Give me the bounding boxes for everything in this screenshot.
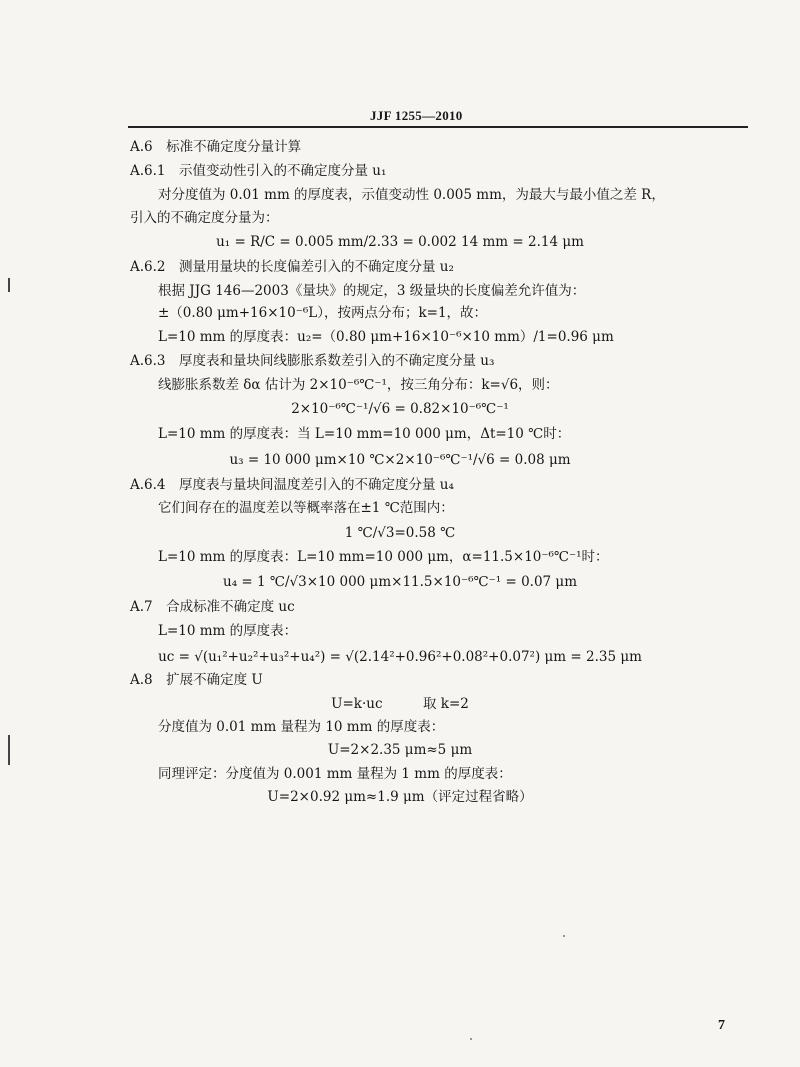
document-code: JJF 1255—2010 bbox=[370, 108, 463, 123]
a63-equation-2: u₃ = 10 000 μm×10 ℃×2×10⁻⁶℃⁻¹/√6 = 0.08 μm bbox=[229, 452, 571, 468]
scan-speck bbox=[470, 1038, 472, 1040]
a64-paragraph-2: L=10 mm 的厚度表：L=10 mm=10 000 μm，α=11.5×10⁻⁶℃⁻¹时： bbox=[158, 549, 609, 565]
page-number: 7 bbox=[718, 1018, 725, 1033]
section-a63-heading: A.6.3 厚度表和量块间线膨胀系数差引入的不确定度分量 u₃ bbox=[130, 353, 495, 369]
a62-paragraph-1: 根据 JJG 146—2003《量块》的规定，3 级量块的长度偏差允许值为： bbox=[158, 283, 586, 299]
a63-paragraph-1: 线膨胀系数差 δα 估计为 2×10⁻⁶℃⁻¹，按三角分布：k=√6，则： bbox=[158, 377, 559, 393]
a62-paragraph-3: L=10 mm 的厚度表：u₂=（0.80 μm+16×10⁻⁶×10 mm）/1=0.96 μm bbox=[158, 329, 614, 345]
a62-paragraph-2: ±（0.80 μm+16×10⁻⁶L），按两点分布；k=1，故： bbox=[158, 305, 488, 321]
scan-margin-mark bbox=[8, 278, 10, 292]
a63-paragraph-2: L=10 mm 的厚度表：当 L=10 mm=10 000 μm，Δt=10 ℃时： bbox=[158, 426, 571, 442]
header-rule bbox=[128, 126, 748, 128]
section-a62-heading: A.6.2 测量用量块的长度偏差引入的不确定度分量 u₂ bbox=[130, 259, 454, 275]
section-a8-heading: A.8 扩展不确定度 U bbox=[130, 672, 263, 688]
section-a64-heading: A.6.4 厚度表与量块间温度差引入的不确定度分量 u₄ bbox=[130, 477, 454, 493]
a61-paragraph-2: 引入的不确定度分量为： bbox=[130, 210, 279, 226]
a7-equation: uc = √(u₁²+u₂²+u₃²+u₄²) = √(2.14²+0.96²+0.08²+0.07²) μm = 2.35 μm bbox=[158, 649, 642, 665]
a64-paragraph-1: 它们间存在的温度差以等概率落在±1 ℃范围内： bbox=[158, 500, 454, 516]
a61-equation: u₁ = R/C = 0.005 mm/2.33 = 0.002 14 mm = 2.14 μm bbox=[216, 234, 584, 250]
a61-paragraph-1: 对分度值为 0.01 mm 的厚度表，示值变动性 0.005 mm，为最大与最小值之差 R， bbox=[158, 187, 665, 203]
a8-paragraph-1: 分度值为 0.01 mm 量程为 10 mm 的厚度表： bbox=[158, 719, 445, 735]
scan-speck bbox=[563, 935, 565, 937]
a8-equation-2: U=2×2.35 μm≈5 μm bbox=[327, 742, 473, 758]
a8-equation-3: U=2×0.92 μm≈1.9 μm（评定过程省略） bbox=[267, 789, 533, 805]
a63-equation-1: 2×10⁻⁶℃⁻¹/√6 = 0.82×10⁻⁶℃⁻¹ bbox=[291, 401, 509, 417]
section-a6-heading: A.6 标准不确定度分量计算 bbox=[130, 139, 302, 155]
a8-equation-1: U=k·uc 取 k=2 bbox=[331, 696, 469, 712]
section-a61-heading: A.6.1 示值变动性引入的不确定度分量 u₁ bbox=[130, 163, 387, 179]
scan-margin-mark bbox=[8, 735, 10, 765]
section-a7-heading: A.7 合成标准不确定度 uc bbox=[130, 599, 295, 615]
a7-paragraph-1: L=10 mm 的厚度表： bbox=[158, 623, 298, 639]
a64-equation-2: u₄ = 1 ℃/√3×10 000 μm×11.5×10⁻⁶℃⁻¹ = 0.07 μm bbox=[223, 574, 577, 590]
a64-equation-1: 1 ℃/√3=0.58 ℃ bbox=[344, 525, 456, 541]
a8-paragraph-2: 同理评定：分度值为 0.001 mm 量程为 1 mm 的厚度表： bbox=[158, 766, 512, 782]
